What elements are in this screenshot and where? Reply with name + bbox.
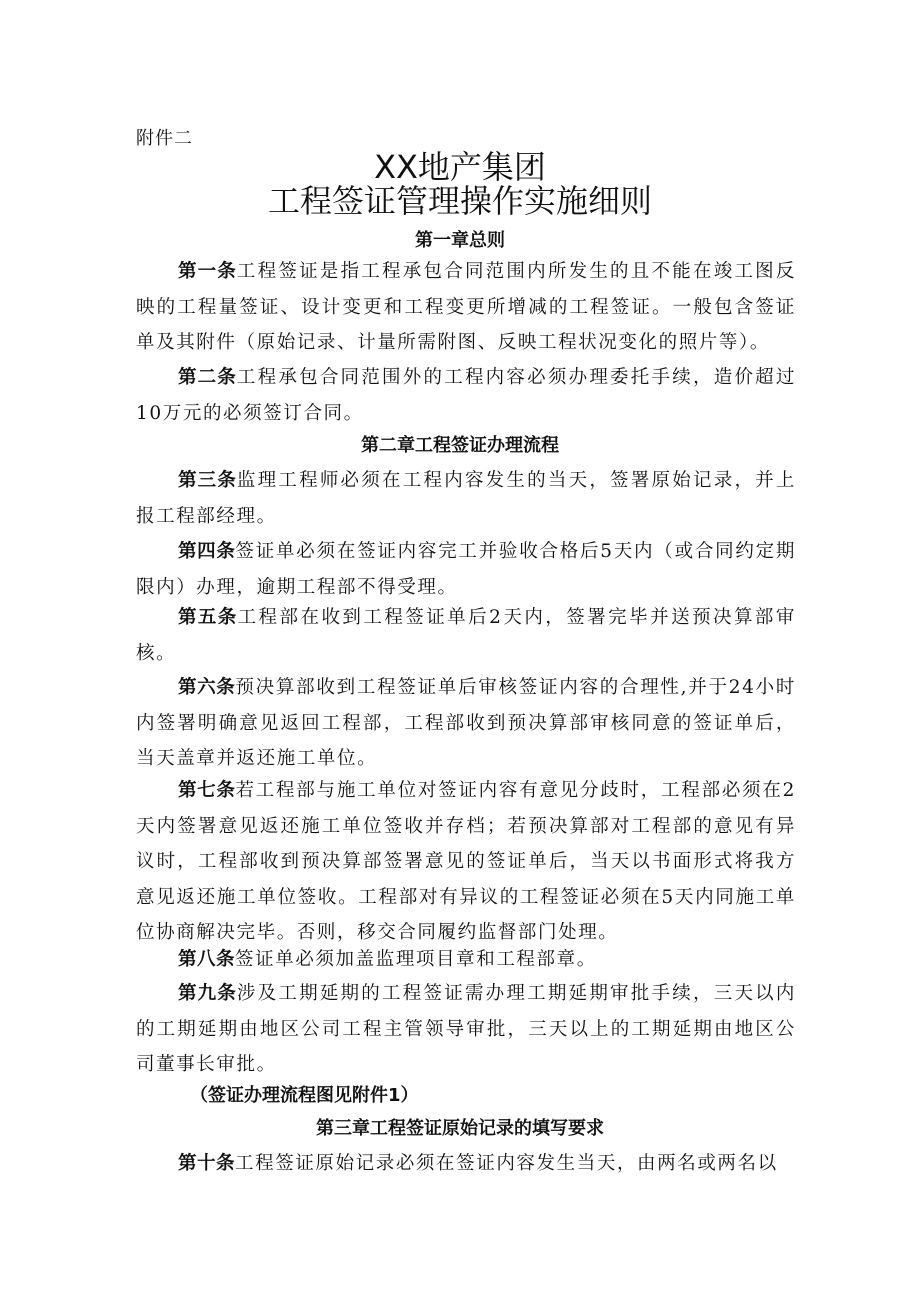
article-7 <box>136 773 796 951</box>
article-label: 第九条 <box>178 983 237 1004</box>
article-2 <box>136 360 796 431</box>
article-6 <box>136 670 796 777</box>
article-text: 工程承包合同范围外的工程内容必须办理委托手续，造价超过10万元的必须签订合同。 <box>136 367 796 424</box>
article-label: 第三条 <box>178 470 237 491</box>
article-text: 监理工程师必须在工程内容发生的当天，签署原始记录，并上报工程部经理。 <box>136 470 796 527</box>
article-text: 签证单必须在签证内容完工并验收合格后5天内（或合同约定期限内）办理，逾期工程部不得受理。 <box>136 541 796 598</box>
chapter-heading-3: 第三章工程签证原始记录的填写要求 <box>316 1118 604 1139</box>
article-3 <box>136 463 796 534</box>
article-10 <box>136 1146 796 1182</box>
article-1 <box>136 254 796 361</box>
article-5 <box>136 600 796 671</box>
article-label: 第七条 <box>178 780 236 801</box>
article-text: 涉及工期延期的工程签证需办理工期延期审批手续，三天以内的工期延期由地区公司工程主管领导审批，三天以上的工期延期由地区公司董事长审批。 <box>136 983 796 1075</box>
article-text: 工程签证原始记录必须在签证内容发生当天，由两名或两名以 <box>235 1153 778 1174</box>
article-label: 第十条 <box>178 1153 236 1174</box>
chapter-heading-1: 第一章总则 <box>415 230 505 251</box>
attachment-label: 附件二 <box>136 128 193 149</box>
article-label: 第六条 <box>178 677 236 698</box>
article-label: 第五条 <box>178 607 238 628</box>
article-text: 若工程部与施工单位对签证内容有意见分歧时，工程部必须在2天内签署意见返还施工单位签收并存档；若预决算部对工程部的意见有异议时，工程部收到预决算部签署意见的签证单后，当天以书面形式将我方意见返还施工单位签收。工程部对有异议的工程签证必须在5天内同施工单位协商解决完毕。否则，移交合同履约监督部门处理。 <box>136 780 796 943</box>
article-text: 工程部在收到工程签证单后2天内，签署完毕并送预决算部审核。 <box>136 607 796 664</box>
article-label: 第一条 <box>178 261 237 282</box>
chapter-heading-2: 第二章工程签证办理流程 <box>361 435 559 456</box>
article-text: 签证单必须加盖监理项目章和工程部章。 <box>235 949 597 970</box>
article-8 <box>136 942 796 978</box>
article-label: 第四条 <box>178 541 236 562</box>
document-title: 工程签证管理操作实施细则 <box>267 182 652 220</box>
article-label: 第二条 <box>178 367 237 388</box>
document-title-company: XX地产集团 <box>374 148 546 186</box>
article-9 <box>136 976 796 1083</box>
article-4 <box>136 534 796 605</box>
flowchart-note: （签证办理流程图见附件1） <box>190 1085 419 1106</box>
article-text: 预决算部收到工程签证单后审核签证内容的合理性,并于24小时内签署明确意见返回工程部，工程部收到预决算部审核同意的签证单后，当天盖章并返还施工单位。 <box>136 677 796 769</box>
article-text: 工程签证是指工程承包合同范围内所发生的且不能在竣工图反映的工程量签证、设计变更和工程变更所增减的工程签证。一般包含签证单及其附件（原始记录、计量所需附图、反映工程状况变化的照片等）。 <box>136 261 796 353</box>
article-label: 第八条 <box>178 949 236 970</box>
